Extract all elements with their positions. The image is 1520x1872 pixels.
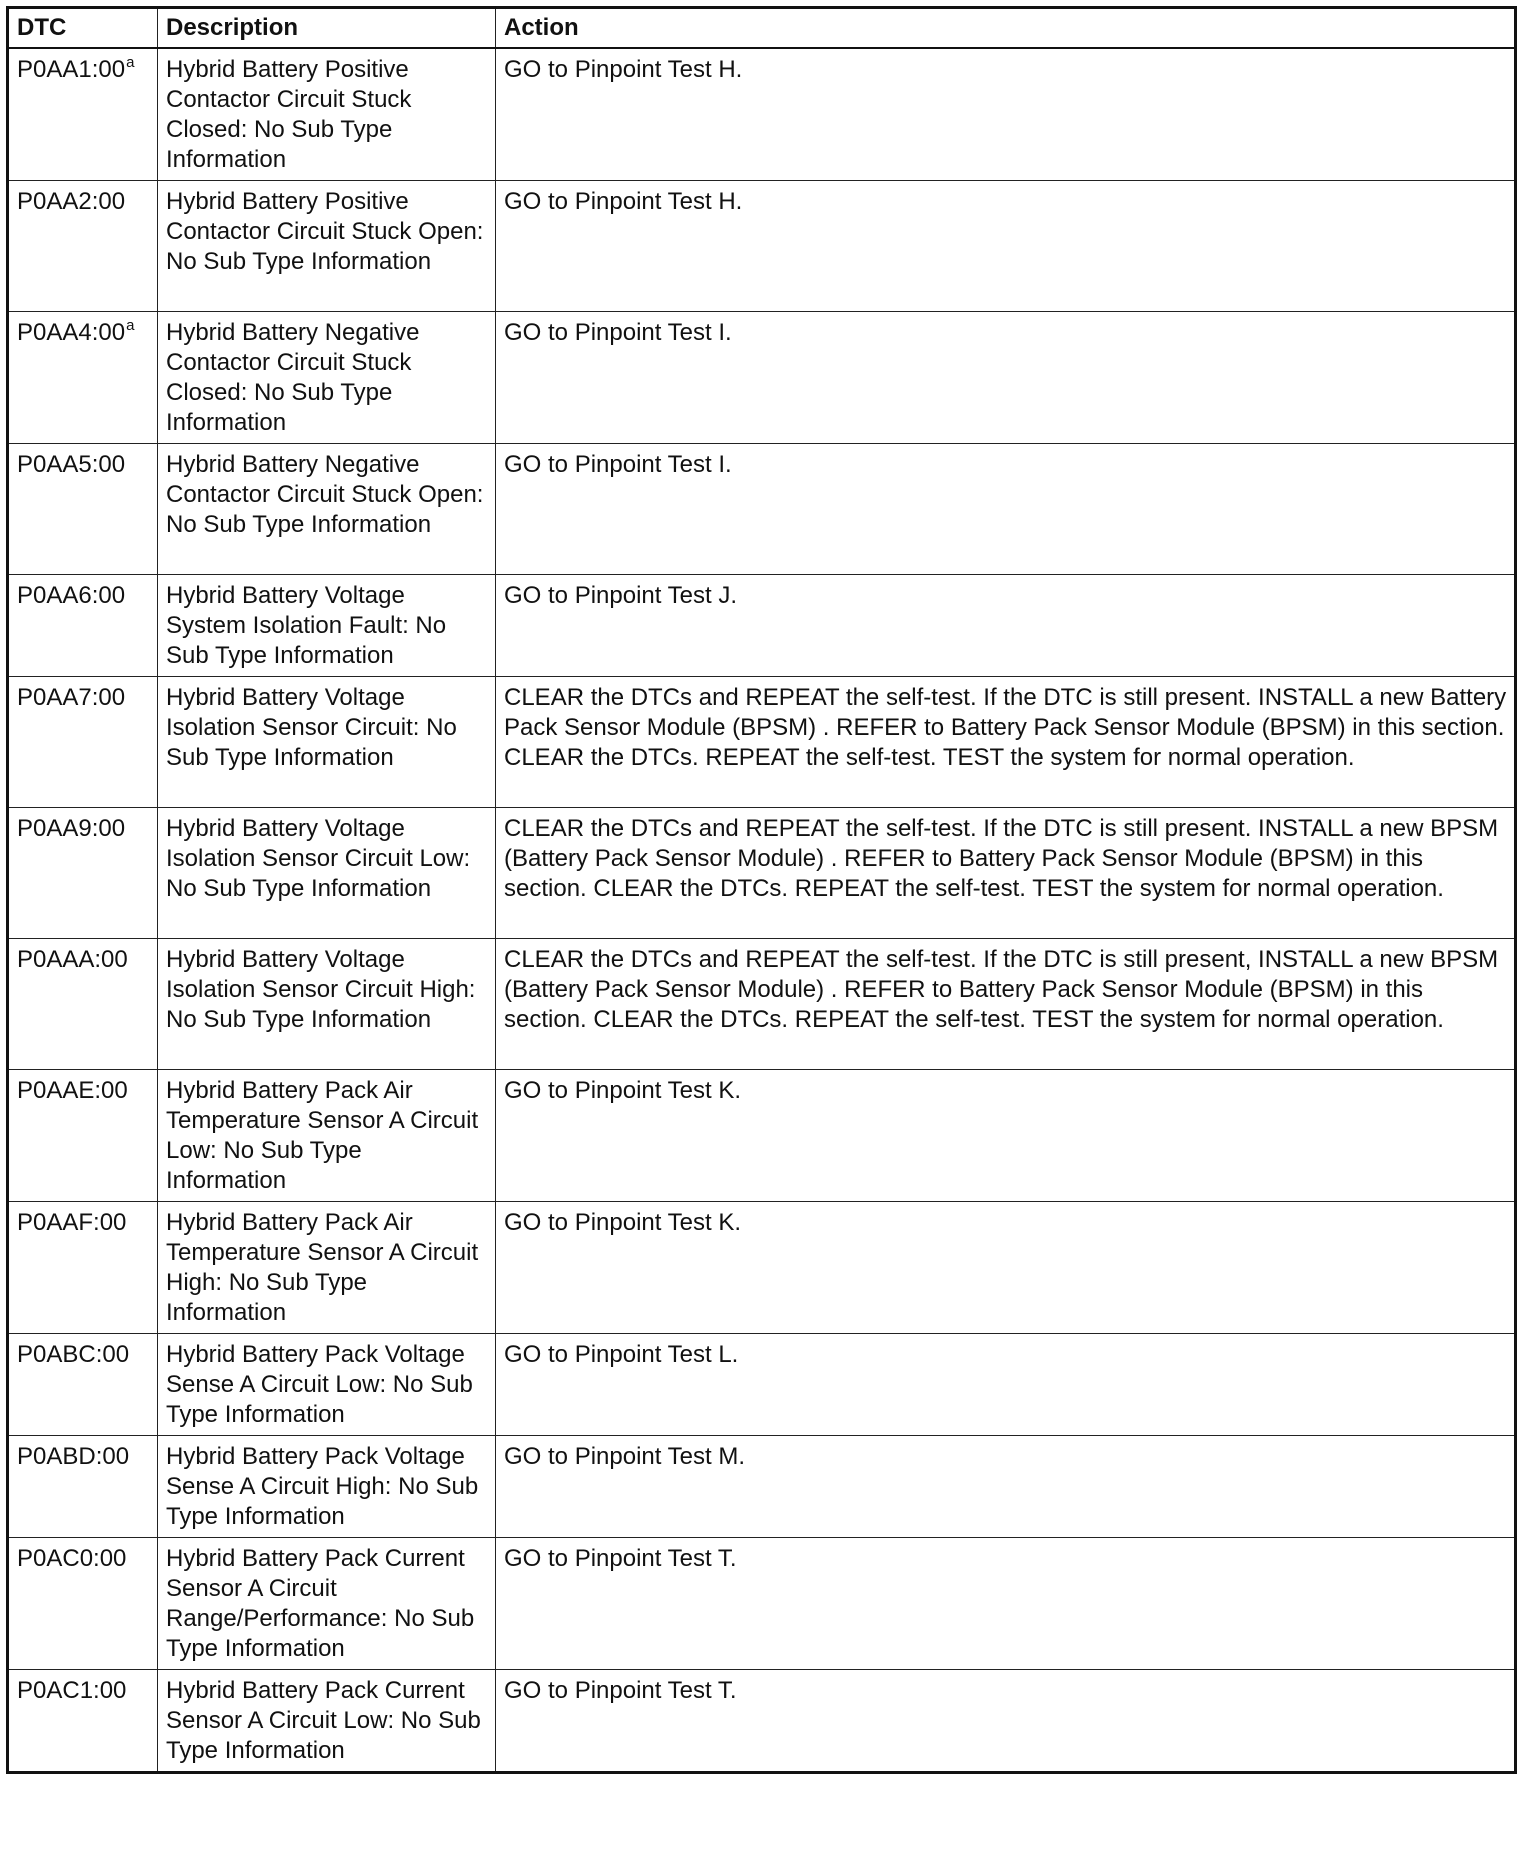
dtc-code-cell bbox=[8, 1202, 158, 1334]
dtc-code: P0AAE:00 bbox=[17, 1077, 128, 1104]
dtc-code: P0AC0:00 bbox=[17, 1545, 127, 1572]
description-cell: Hybrid Battery Voltage System Isolation Fault: No Sub Type Information bbox=[158, 575, 496, 677]
table-row bbox=[8, 808, 1516, 939]
dtc-table bbox=[6, 6, 1517, 1774]
dtc-code: P0AA5:00 bbox=[17, 451, 126, 478]
dtc-code: P0AA6:00 bbox=[17, 582, 126, 609]
table-row bbox=[8, 1070, 1516, 1202]
description-cell: Hybrid Battery Positive Contactor Circuit Stuck Closed: No Sub Type Information bbox=[158, 48, 496, 181]
dtc-code: P0ABC:00 bbox=[17, 1341, 130, 1368]
action-cell: GO to Pinpoint Test L. bbox=[496, 1334, 1516, 1436]
description-cell: Hybrid Battery Positive Contactor Circuit Stuck Open: No Sub Type Information bbox=[158, 181, 496, 312]
header-row bbox=[8, 8, 1516, 49]
description-cell: Hybrid Battery Pack Voltage Sense A Circuit Low: No Sub Type Information bbox=[158, 1334, 496, 1436]
dtc-code-cell bbox=[8, 48, 158, 181]
table-row bbox=[8, 48, 1516, 181]
dtc-code-cell bbox=[8, 808, 158, 939]
dtc-code: P0AAA:00 bbox=[17, 946, 128, 973]
description-cell: Hybrid Battery Pack Current Sensor A Circuit Range/Performance: No Sub Type Information bbox=[158, 1538, 496, 1670]
table-row bbox=[8, 444, 1516, 575]
dtc-code-cell bbox=[8, 1070, 158, 1202]
description-cell: Hybrid Battery Pack Air Temperature Sensor A Circuit High: No Sub Type Information bbox=[158, 1202, 496, 1334]
dtc-code-cell bbox=[8, 575, 158, 677]
dtc-code: P0AA9:00 bbox=[17, 815, 126, 842]
table-row bbox=[8, 181, 1516, 312]
dtc-code-cell bbox=[8, 181, 158, 312]
document-page bbox=[6, 6, 1514, 1774]
table-row bbox=[8, 939, 1516, 1070]
description-cell: Hybrid Battery Pack Air Temperature Sensor A Circuit Low: No Sub Type Information bbox=[158, 1070, 496, 1202]
action-cell: GO to Pinpoint Test J. bbox=[496, 575, 1516, 677]
description-cell: Hybrid Battery Pack Current Sensor A Circuit Low: No Sub Type Information bbox=[158, 1670, 496, 1773]
dtc-code-cell bbox=[8, 1538, 158, 1670]
dtc-code-cell bbox=[8, 1436, 158, 1538]
dtc-code-cell bbox=[8, 444, 158, 575]
table-row bbox=[8, 1436, 1516, 1538]
action-cell: GO to Pinpoint Test K. bbox=[496, 1202, 1516, 1334]
footnote-marker: a bbox=[126, 317, 135, 334]
action-cell: GO to Pinpoint Test T. bbox=[496, 1538, 1516, 1670]
dtc-code-cell bbox=[8, 1334, 158, 1436]
action-cell: CLEAR the DTCs and REPEAT the self-test. If the DTC is still present. INSTALL a new BPSM (Battery Pack Sensor Module) . REFER to Battery Pack Sensor Module (BPSM) in this section. CLEAR the DTCs. REPEAT the self-test. TEST the system for normal operation. bbox=[496, 808, 1516, 939]
table-row bbox=[8, 1334, 1516, 1436]
description-cell: Hybrid Battery Negative Contactor Circuit Stuck Open: No Sub Type Information bbox=[158, 444, 496, 575]
table-row bbox=[8, 312, 1516, 444]
dtc-code: P0AAF:00 bbox=[17, 1209, 127, 1236]
table-body bbox=[8, 48, 1516, 1773]
header-description: Description bbox=[158, 8, 496, 49]
header-action: Action bbox=[496, 8, 1516, 49]
action-cell: GO to Pinpoint Test K. bbox=[496, 1070, 1516, 1202]
dtc-code: P0AA2:00 bbox=[17, 188, 126, 215]
description-cell: Hybrid Battery Negative Contactor Circuit Stuck Closed: No Sub Type Information bbox=[158, 312, 496, 444]
dtc-code: P0ABD:00 bbox=[17, 1443, 130, 1470]
dtc-code: P0AA4:00 bbox=[17, 319, 126, 346]
action-cell: GO to Pinpoint Test T. bbox=[496, 1670, 1516, 1773]
footnote-marker: a bbox=[126, 54, 135, 71]
description-cell: Hybrid Battery Voltage Isolation Sensor Circuit Low: No Sub Type Information bbox=[158, 808, 496, 939]
dtc-code-cell bbox=[8, 1670, 158, 1773]
table-row bbox=[8, 1538, 1516, 1670]
action-cell: GO to Pinpoint Test M. bbox=[496, 1436, 1516, 1538]
table-row bbox=[8, 677, 1516, 808]
dtc-code: P0AA1:00 bbox=[17, 56, 126, 83]
action-cell: GO to Pinpoint Test H. bbox=[496, 181, 1516, 312]
header-dtc: DTC bbox=[8, 8, 158, 49]
action-cell: GO to Pinpoint Test I. bbox=[496, 312, 1516, 444]
dtc-code: P0AC1:00 bbox=[17, 1677, 127, 1704]
dtc-code-cell bbox=[8, 939, 158, 1070]
table-row bbox=[8, 1670, 1516, 1773]
dtc-code-cell bbox=[8, 312, 158, 444]
description-cell: Hybrid Battery Voltage Isolation Sensor Circuit: No Sub Type Information bbox=[158, 677, 496, 808]
action-cell: GO to Pinpoint Test H. bbox=[496, 48, 1516, 181]
action-cell: CLEAR the DTCs and REPEAT the self-test. If the DTC is still present. INSTALL a new Battery Pack Sensor Module (BPSM) . REFER to Battery Pack Sensor Module (BPSM) in this section. CLEAR the DTCs. REPEAT the self-test. TEST the system for normal operation. bbox=[496, 677, 1516, 808]
table-row bbox=[8, 575, 1516, 677]
table-row bbox=[8, 1202, 1516, 1334]
action-cell: GO to Pinpoint Test I. bbox=[496, 444, 1516, 575]
description-cell: Hybrid Battery Voltage Isolation Sensor Circuit High: No Sub Type Information bbox=[158, 939, 496, 1070]
description-cell: Hybrid Battery Pack Voltage Sense A Circuit High: No Sub Type Information bbox=[158, 1436, 496, 1538]
dtc-code-cell bbox=[8, 677, 158, 808]
dtc-code: P0AA7:00 bbox=[17, 684, 126, 711]
action-cell: CLEAR the DTCs and REPEAT the self-test. If the DTC is still present, INSTALL a new BPSM (Battery Pack Sensor Module) . REFER to Battery Pack Sensor Module (BPSM) in this section. CLEAR the DTCs. REPEAT the self-test. TEST the system for normal operation. bbox=[496, 939, 1516, 1070]
table-header bbox=[8, 8, 1516, 49]
